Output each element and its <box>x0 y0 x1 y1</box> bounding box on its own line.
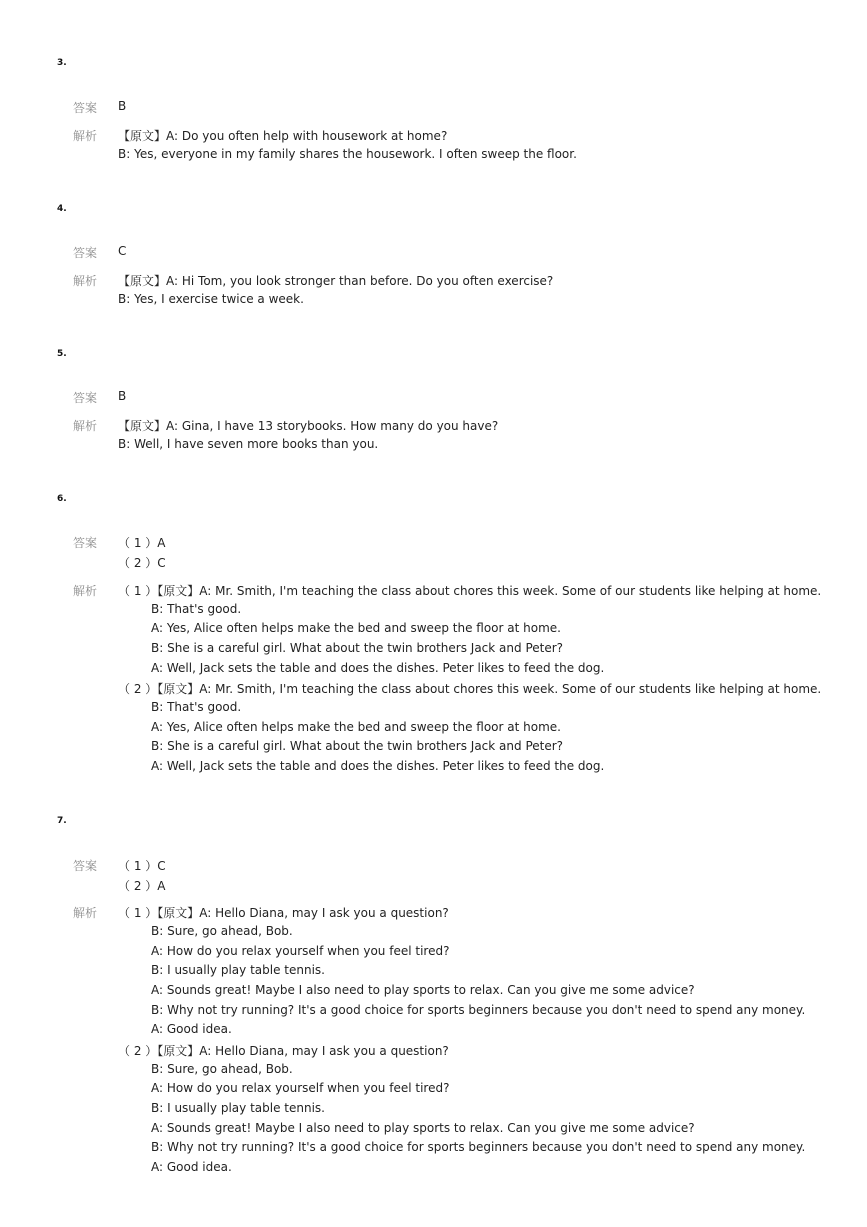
answer-value: （ 1 ）C <box>118 859 166 873</box>
question-number: 4. <box>57 204 67 214</box>
analysis-line: B: I usually play table tennis. <box>151 1101 325 1115</box>
analysis-line: A: How do you relax yourself when you feel tired? <box>151 1081 450 1095</box>
analysis-line: A: Well, Jack sets the table and does the dishes. Peter likes to feed the dog. <box>151 759 605 773</box>
question-number: 6. <box>57 494 67 504</box>
analysis-line: A: Well, Jack sets the table and does the dishes. Peter likes to feed the dog. <box>151 661 605 675</box>
analysis-label: 解析 <box>73 584 98 598</box>
analysis-line: A: Sounds great! Maybe I also need to play sports to relax. Can you give me some advice? <box>151 1121 695 1135</box>
analysis-line: A: Yes, Alice often helps make the bed and sweep the floor at home. <box>151 720 561 734</box>
analysis-line: 【原文】A: Hi Tom, you look stronger than before. Do you often exercise? <box>118 274 554 288</box>
answer-value: （ 1 ）A <box>118 536 166 550</box>
answer-label: 答案 <box>73 101 98 115</box>
analysis-line: 【原文】A: Gina, I have 13 storybooks. How many do you have? <box>118 419 499 433</box>
analysis-line: B: Sure, go ahead, Bob. <box>151 1062 293 1076</box>
analysis-line: （ 1 ）【原文】A: Mr. Smith, I'm teaching the class about chores this week. Some of our students like helping at home. <box>118 584 822 598</box>
analysis-line: A: Sounds great! Maybe I also need to play sports to relax. Can you give me some advice? <box>151 983 695 997</box>
analysis-line: B: That's good. <box>151 602 242 616</box>
answer-value: （ 2 ）C <box>118 556 166 570</box>
analysis-line: B: Sure, go ahead, Bob. <box>151 924 293 938</box>
analysis-line: B: Yes, everyone in my family shares the housework. I often sweep the floor. <box>118 147 577 161</box>
question-number: 5. <box>57 349 67 359</box>
question-number: 3. <box>57 58 67 68</box>
analysis-line: B: She is a careful girl. What about the twin brothers Jack and Peter? <box>151 739 564 753</box>
analysis-line: A: Good idea. <box>151 1160 232 1174</box>
analysis-line: （ 2 ）【原文】A: Mr. Smith, I'm teaching the class about chores this week. Some of our students like helping at home. <box>118 682 822 696</box>
analysis-label: 解析 <box>73 274 98 288</box>
answer-label: 答案 <box>73 246 98 260</box>
analysis-line: （ 2 ）【原文】A: Hello Diana, may I ask you a question? <box>118 1044 449 1058</box>
answer-label: 答案 <box>73 859 98 873</box>
answer-value: （ 2 ）A <box>118 879 166 893</box>
analysis-line: A: Good idea. <box>151 1022 232 1036</box>
answer-value: C <box>118 244 127 258</box>
analysis-label: 解析 <box>73 129 98 143</box>
analysis-line: B: Why not try running? It's a good choice for sports beginners because you don't need to spend any money. <box>151 1003 806 1017</box>
analysis-line: B: She is a careful girl. What about the twin brothers Jack and Peter? <box>151 641 564 655</box>
question-number: 7. <box>57 816 67 826</box>
analysis-line: B: I usually play table tennis. <box>151 963 325 977</box>
analysis-line: 【原文】A: Do you often help with housework at home? <box>118 129 448 143</box>
analysis-label: 解析 <box>73 419 98 433</box>
analysis-line: A: Yes, Alice often helps make the bed and sweep the floor at home. <box>151 621 561 635</box>
answer-value: B <box>118 99 127 113</box>
analysis-label: 解析 <box>73 906 98 920</box>
analysis-line: B: That's good. <box>151 700 242 714</box>
analysis-line: A: How do you relax yourself when you feel tired? <box>151 944 450 958</box>
analysis-line: B: Yes, I exercise twice a week. <box>118 292 304 306</box>
answer-value: B <box>118 389 127 403</box>
analysis-line: B: Well, I have seven more books than you. <box>118 437 379 451</box>
analysis-line: （ 1 ）【原文】A: Hello Diana, may I ask you a question? <box>118 906 449 920</box>
answer-label: 答案 <box>73 536 98 550</box>
analysis-line: B: Why not try running? It's a good choice for sports beginners because you don't need to spend any money. <box>151 1140 806 1154</box>
answer-label: 答案 <box>73 391 98 405</box>
